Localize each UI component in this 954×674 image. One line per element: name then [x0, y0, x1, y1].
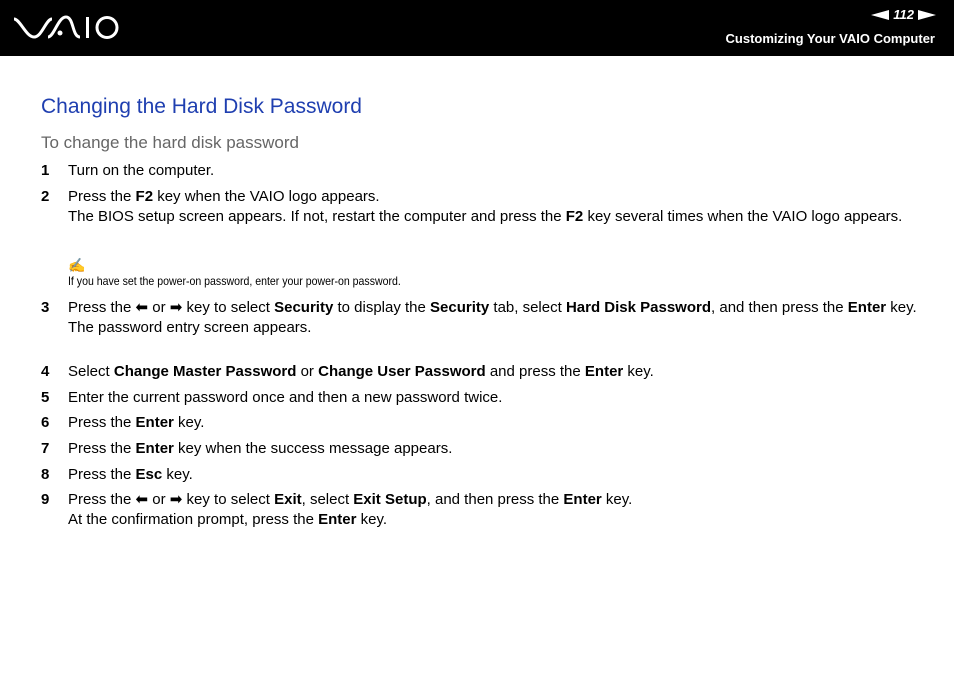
step-number: 3 — [41, 299, 50, 316]
step-number: 1 — [41, 162, 50, 179]
step-8 — [41, 465, 918, 485]
note — [68, 258, 446, 288]
step-text: Press the Enter key. — [68, 414, 205, 431]
step-text: Press the ⬅ or ➡ key to select Security to display the Security tab, select Hard Disk Password, and then press the Enter key. The password entry screen appears. — [68, 298, 917, 336]
step-5 — [41, 388, 918, 408]
step-number: 9 — [41, 491, 50, 508]
next-page-arrow-icon[interactable] — [918, 10, 936, 20]
step-number: 4 — [41, 363, 50, 380]
note-text: If you have set the power-on password, enter your power-on password. — [68, 274, 401, 288]
step-4 — [41, 362, 918, 382]
page-navigator — [871, 7, 936, 22]
right-arrow-key-icon: ➡ — [169, 490, 183, 509]
step-number: 8 — [41, 466, 50, 483]
step-3 — [41, 298, 918, 337]
note-pencil-icon: ✍ — [68, 257, 86, 273]
step-number: 6 — [41, 414, 50, 431]
step-text: Press the Enter key when the success message appears. — [68, 440, 453, 457]
page-title: Changing the Hard Disk Password — [41, 95, 362, 118]
section-name: Customizing Your VAIO Computer — [725, 31, 935, 46]
step-2 — [41, 187, 918, 226]
step-9 — [41, 490, 918, 529]
page-header — [0, 0, 954, 56]
vaio-logo — [12, 13, 122, 48]
step-text: Press the F2 key when the VAIO logo appears. The BIOS setup screen appears. If not, restart the computer and press the F2 key several times when the VAIO logo appears. — [68, 188, 903, 225]
left-arrow-key-icon: ⬅ — [135, 298, 149, 317]
step-7 — [41, 439, 918, 459]
page-number: 112 — [893, 7, 914, 22]
step-number: 7 — [41, 440, 50, 457]
previous-page-arrow-icon[interactable] — [871, 10, 889, 20]
step-text: Enter the current password once and then a new password twice. — [68, 389, 503, 406]
step-6 — [41, 413, 918, 433]
left-arrow-key-icon: ⬅ — [135, 490, 149, 509]
right-arrow-key-icon: ➡ — [169, 298, 183, 317]
step-1 — [41, 161, 918, 181]
step-number: 5 — [41, 389, 50, 406]
step-text: Press the Esc key. — [68, 466, 193, 483]
step-number: 2 — [41, 188, 50, 205]
step-text: Select Change Master Password or Change User Password and press the Enter key. — [68, 363, 654, 380]
procedure-subtitle: To change the hard disk password — [41, 133, 299, 152]
step-text: Turn on the computer. — [68, 162, 215, 179]
step-text: Press the ⬅ or ➡ key to select Exit, select Exit Setup, and then press the Enter key. At the confirmation prompt, press the Enter key. — [68, 490, 633, 528]
